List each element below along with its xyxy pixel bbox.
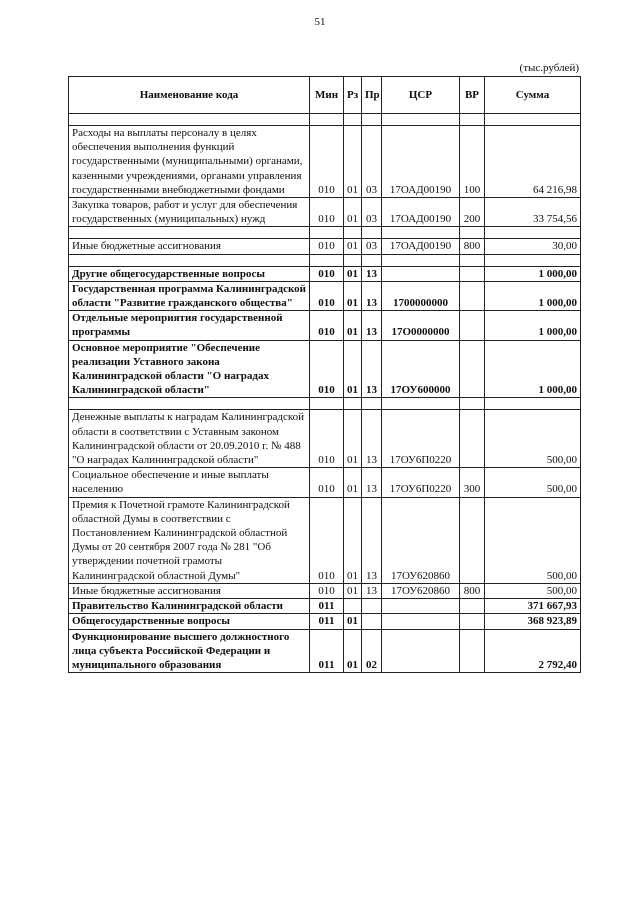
row-vr — [460, 497, 485, 583]
row-pr: 13 — [362, 583, 382, 598]
row-min: 010 — [310, 468, 344, 497]
row-vr: 800 — [460, 583, 485, 598]
row-min: 010 — [310, 340, 344, 398]
row-csr: 17ОУ620860 — [382, 583, 460, 598]
row-pr: 13 — [362, 311, 382, 340]
row-csr — [382, 266, 460, 281]
row-rz: 01 — [344, 583, 362, 598]
row-csr: 17ОАД00190 — [382, 239, 460, 254]
row-vr — [460, 266, 485, 281]
table-row — [69, 468, 581, 497]
header-pr: Пр — [362, 77, 382, 114]
row-vr: 200 — [460, 198, 485, 227]
row-vr — [460, 410, 485, 468]
row-pr: 13 — [362, 497, 382, 583]
table-row — [69, 629, 581, 673]
row-min: 010 — [310, 497, 344, 583]
row-csr: 1700000000 — [382, 281, 460, 310]
row-min: 010 — [310, 410, 344, 468]
row-vr — [460, 599, 485, 614]
row-vr — [460, 629, 485, 673]
row-pr — [362, 614, 382, 629]
row-min: 010 — [310, 126, 344, 198]
row-min: 010 — [310, 583, 344, 598]
row-min: 011 — [310, 599, 344, 614]
row-min: 010 — [310, 281, 344, 310]
row-rz: 01 — [344, 497, 362, 583]
header-name: Наименование кода — [69, 77, 310, 114]
row-sum: 500,00 — [485, 583, 581, 598]
row-vr: 100 — [460, 126, 485, 198]
row-name: Иные бюджетные ассигнования — [69, 583, 310, 598]
row-name: Иные бюджетные ассигнования — [69, 239, 310, 254]
row-vr — [460, 281, 485, 310]
row-pr: 03 — [362, 126, 382, 198]
spacer-row — [69, 227, 581, 239]
table-row — [69, 410, 581, 468]
row-csr: 17ОУ620860 — [382, 497, 460, 583]
row-rz: 01 — [344, 126, 362, 198]
row-name: Другие общегосударственные вопросы — [69, 266, 310, 281]
table-row — [69, 614, 581, 629]
row-rz: 01 — [344, 311, 362, 340]
row-sum: 1 000,00 — [485, 266, 581, 281]
row-vr: 300 — [460, 468, 485, 497]
table-row — [69, 198, 581, 227]
row-sum: 2 792,40 — [485, 629, 581, 673]
row-min: 011 — [310, 629, 344, 673]
spacer-row — [69, 398, 581, 410]
row-pr: 13 — [362, 281, 382, 310]
table-row — [69, 497, 581, 583]
row-rz: 01 — [344, 340, 362, 398]
row-rz: 01 — [344, 629, 362, 673]
row-csr: 17ОАД00190 — [382, 198, 460, 227]
row-sum: 371 667,93 — [485, 599, 581, 614]
row-sum: 64 216,98 — [485, 126, 581, 198]
row-name: Государственная программа Калининградской области "Развитие гражданского общества" — [69, 281, 310, 310]
table-row — [69, 239, 581, 254]
row-rz — [344, 599, 362, 614]
row-sum: 500,00 — [485, 468, 581, 497]
row-name: Социальное обеспечение и иные выплаты населению — [69, 468, 310, 497]
row-sum: 30,00 — [485, 239, 581, 254]
row-pr: 03 — [362, 198, 382, 227]
row-rz: 01 — [344, 614, 362, 629]
row-name: Расходы на выплаты персоналу в целях обеспечения выполнения функций государственными (муниципальными) органами, казенными учреждениями, органами управления государственными внебюджетными фондами — [69, 126, 310, 198]
row-sum: 368 923,89 — [485, 614, 581, 629]
row-csr: 17ОУ6П0220 — [382, 410, 460, 468]
row-sum: 1 000,00 — [485, 281, 581, 310]
row-rz: 01 — [344, 281, 362, 310]
row-csr — [382, 629, 460, 673]
table-row — [69, 126, 581, 198]
row-min: 010 — [310, 266, 344, 281]
row-name: Основное мероприятие "Обеспечение реализации Уставного закона Калининградской области "О наградах Калининградской области" — [69, 340, 310, 398]
table-row — [69, 583, 581, 598]
row-min: 010 — [310, 311, 344, 340]
header-min: Мин — [310, 77, 344, 114]
row-rz: 01 — [344, 239, 362, 254]
row-rz: 01 — [344, 198, 362, 227]
budget-table — [68, 76, 581, 673]
row-sum: 500,00 — [485, 497, 581, 583]
table-row — [69, 340, 581, 398]
row-name: Премия к Почетной грамоте Калининградской областной Думы в соответствии с Постановлением Калининградской областной Думы от 20 сентября 2007 года № 281 "Об утверждении почетной грамоты Калининградской областной Думы" — [69, 497, 310, 583]
spacer-row — [69, 254, 581, 266]
row-vr — [460, 614, 485, 629]
row-csr: 17ОУ600000 — [382, 340, 460, 398]
row-sum: 1 000,00 — [485, 340, 581, 398]
row-name: Отдельные мероприятия государственной программы — [69, 311, 310, 340]
row-pr: 13 — [362, 266, 382, 281]
row-vr — [460, 311, 485, 340]
table-row — [69, 281, 581, 310]
header-rz: Рз — [344, 77, 362, 114]
row-sum: 500,00 — [485, 410, 581, 468]
header-row — [69, 77, 581, 114]
row-rz: 01 — [344, 266, 362, 281]
table-row — [69, 599, 581, 614]
row-pr: 13 — [362, 468, 382, 497]
row-csr — [382, 599, 460, 614]
row-min: 010 — [310, 239, 344, 254]
row-pr — [362, 599, 382, 614]
row-name: Общегосударственные вопросы — [69, 614, 310, 629]
page-number: 51 — [314, 16, 326, 28]
row-rz: 01 — [344, 410, 362, 468]
header-sum: Сумма — [485, 77, 581, 114]
spacer-row — [69, 114, 581, 126]
row-csr: 17О0000000 — [382, 311, 460, 340]
row-pr: 02 — [362, 629, 382, 673]
row-min: 011 — [310, 614, 344, 629]
row-name: Закупка товаров, работ и услуг для обеспечения государственных (муниципальных) нужд — [69, 198, 310, 227]
row-name: Правительство Калининградской области — [69, 599, 310, 614]
row-sum: 33 754,56 — [485, 198, 581, 227]
row-name: Денежные выплаты к наградам Калининградской области в соответствии с Уставным законом Калининградской области от 20.09.2010 г. № 488 "О наградах Калининградской области" — [69, 410, 310, 468]
row-pr: 13 — [362, 410, 382, 468]
row-csr: 17ОАД00190 — [382, 126, 460, 198]
row-csr — [382, 614, 460, 629]
row-name: Функционирование высшего должностного лица субъекта Российской Федерации и муниципального образования — [69, 629, 310, 673]
row-csr: 17ОУ6П0220 — [382, 468, 460, 497]
row-pr: 03 — [362, 239, 382, 254]
row-rz: 01 — [344, 468, 362, 497]
table-row — [69, 266, 581, 281]
row-min: 010 — [310, 198, 344, 227]
header-vr: ВР — [460, 77, 485, 114]
row-sum: 1 000,00 — [485, 311, 581, 340]
row-vr: 800 — [460, 239, 485, 254]
table-row — [69, 311, 581, 340]
units-label: (тыс.рублей) — [519, 62, 579, 74]
header-csr: ЦСР — [382, 77, 460, 114]
row-vr — [460, 340, 485, 398]
row-pr: 13 — [362, 340, 382, 398]
